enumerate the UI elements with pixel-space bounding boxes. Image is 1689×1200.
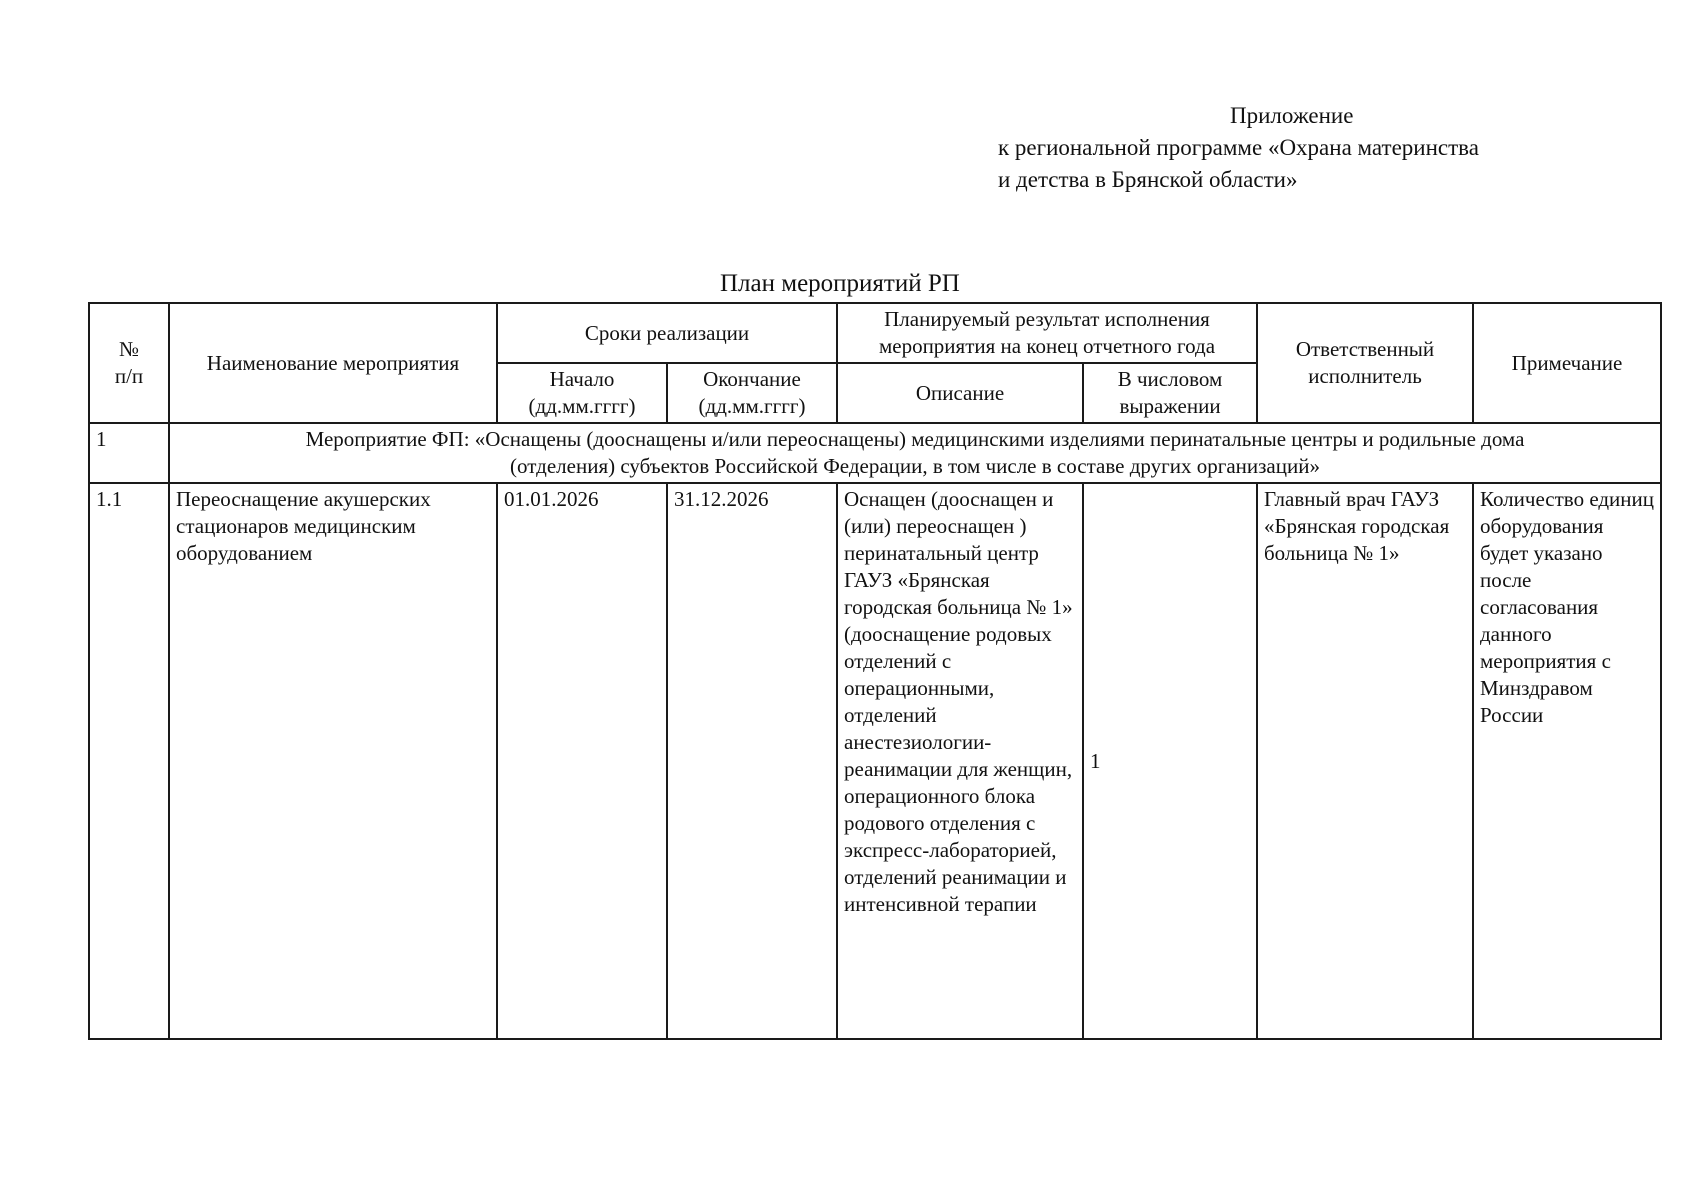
table-row <box>89 483 1661 1039</box>
row-responsible: Главный врач ГАУЗ «Брянская городская больница № 1» <box>1257 483 1473 1039</box>
header-start: Начало (дд.мм.гггг) <box>497 363 667 423</box>
appendix-block <box>998 100 1479 196</box>
header-number: № п/п <box>89 303 169 423</box>
plan-table <box>88 302 1662 1040</box>
appendix-line-3: и детства в Брянской области» <box>998 167 1298 192</box>
header-terms: Сроки реализации <box>497 303 837 363</box>
row-numeric: 1 <box>1083 483 1257 1039</box>
row-note: Количество единиц оборудования будет указано после согласования данного мероприятия с Минздравом России <box>1473 483 1661 1039</box>
header-responsible: Ответственный исполнитель <box>1257 303 1473 423</box>
header-description: Описание <box>837 363 1083 423</box>
header-end: Окончание (дд.мм.гггг) <box>667 363 837 423</box>
section-title: Мероприятие ФП: «Оснащены (дооснащены и/или переоснащены) медицинскими изделиями перинатальные центры и родильные дома (отделения) субъектов Российской Федерации, в том числе в составе других организаций» <box>169 423 1661 483</box>
appendix-title: Приложение <box>1230 103 1354 128</box>
plan-title: План мероприятий РП <box>720 270 960 297</box>
appendix-line-2: к региональной программе «Охрана материнства <box>998 135 1479 160</box>
row-end: 31.12.2026 <box>667 483 837 1039</box>
header-name: Наименование мероприятия <box>169 303 497 423</box>
row-name: Переоснащение акушерских стационаров медицинским оборудованием <box>169 483 497 1039</box>
row-number: 1.1 <box>89 483 169 1039</box>
header-numeric: В числовом выражении <box>1083 363 1257 423</box>
header-result: Планируемый результат исполнения мероприятия на конец отчетного года <box>837 303 1257 363</box>
section-row <box>89 423 1661 483</box>
header-note: Примечание <box>1473 303 1661 423</box>
row-description: Оснащен (дооснащен и (или) переоснащен ) перинатальный центр ГАУЗ «Брянская городская больница № 1» (дооснащение родовых отделений с операционными, отделений анестезиологии-реанимации для женщин, операционного блока родового отделения с экспресс-лабораторией, отделений реанимации и интенсивной терапии <box>837 483 1083 1039</box>
section-number: 1 <box>89 423 169 483</box>
row-start: 01.01.2026 <box>497 483 667 1039</box>
